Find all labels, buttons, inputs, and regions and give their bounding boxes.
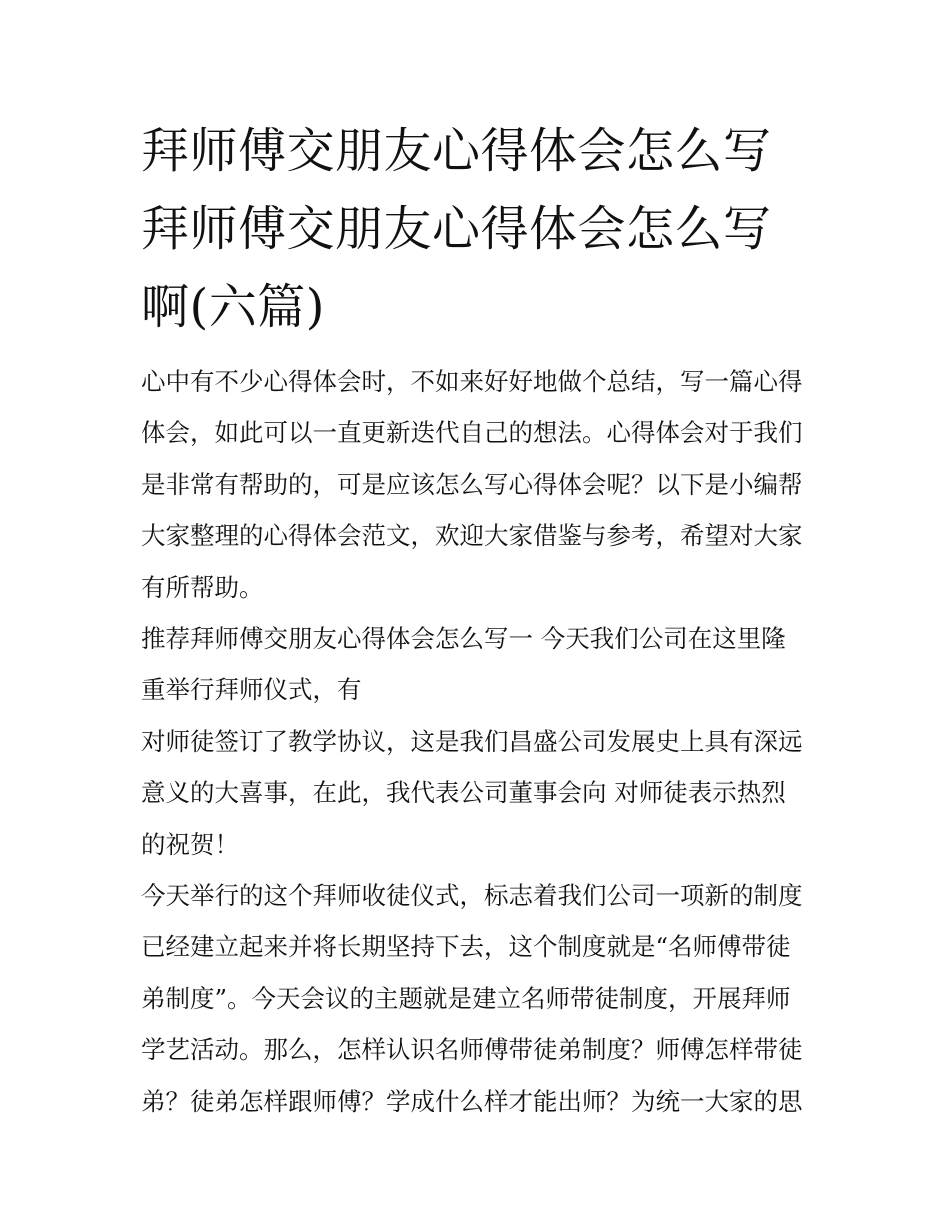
paragraph-ceremony bbox=[141, 870, 821, 1127]
text-line: 是非常有帮助的，可是应该怎么写心得体会呢？以下是小编帮 bbox=[141, 469, 803, 499]
text-line: 体会，如此可以一直更新迭代自己的想法。心得体会对于我们 bbox=[141, 418, 803, 448]
title-line: 拜师傅交朋友心得体会怎么写 bbox=[141, 201, 772, 257]
title-line: 拜师傅交朋友心得体会怎么写 bbox=[141, 123, 772, 179]
text-line: 弟？徒弟怎样跟师傅？学成什么样才能出师？为统一大家的思 bbox=[141, 1086, 803, 1116]
text-line: 有所帮助。 bbox=[141, 572, 264, 602]
document-content bbox=[141, 112, 821, 1127]
text-line: 意义的大喜事，在此，我代表公司董事会向 对师徒表示热烈 bbox=[141, 778, 786, 808]
text-line: 的祝贺！ bbox=[141, 829, 239, 859]
text-line: 学艺活动。那么，怎样认识名师傅带徒弟制度？师傅怎样带徒 bbox=[141, 1035, 803, 1065]
text-line: 大家整理的心得体会范文，欢迎大家借鉴与参考，希望对大家 bbox=[141, 521, 803, 551]
paragraph-agreement bbox=[141, 716, 821, 870]
document-title bbox=[141, 112, 821, 346]
document-body bbox=[141, 356, 821, 1127]
text-line: 弟制度”。今天会议的主题就是建立名师带徒制度，开展拜师 bbox=[141, 983, 791, 1013]
text-line: 今天举行的这个拜师收徒仪式，标志着我们公司一项新的制度 bbox=[141, 881, 803, 911]
title-line: 啊(六篇) bbox=[141, 279, 325, 335]
paragraph-intro bbox=[141, 356, 821, 613]
text-line: 对师徒签订了教学协议，这是我们昌盛公司发展史上具有深远 bbox=[141, 726, 803, 756]
text-line: 重举行拜师仪式，有 bbox=[141, 675, 362, 705]
text-line: 推荐拜师傅交朋友心得体会怎么写一 今天我们公司在这里隆 bbox=[141, 624, 786, 654]
text-line: 已经建立起来并将长期坚持下去，这个制度就是“名师傅带徒 bbox=[141, 932, 791, 962]
text-line: 心中有不少心得体会时，不如来好好地做个总结，写一篇心得 bbox=[141, 367, 803, 396]
paragraph-recommend bbox=[141, 613, 821, 716]
